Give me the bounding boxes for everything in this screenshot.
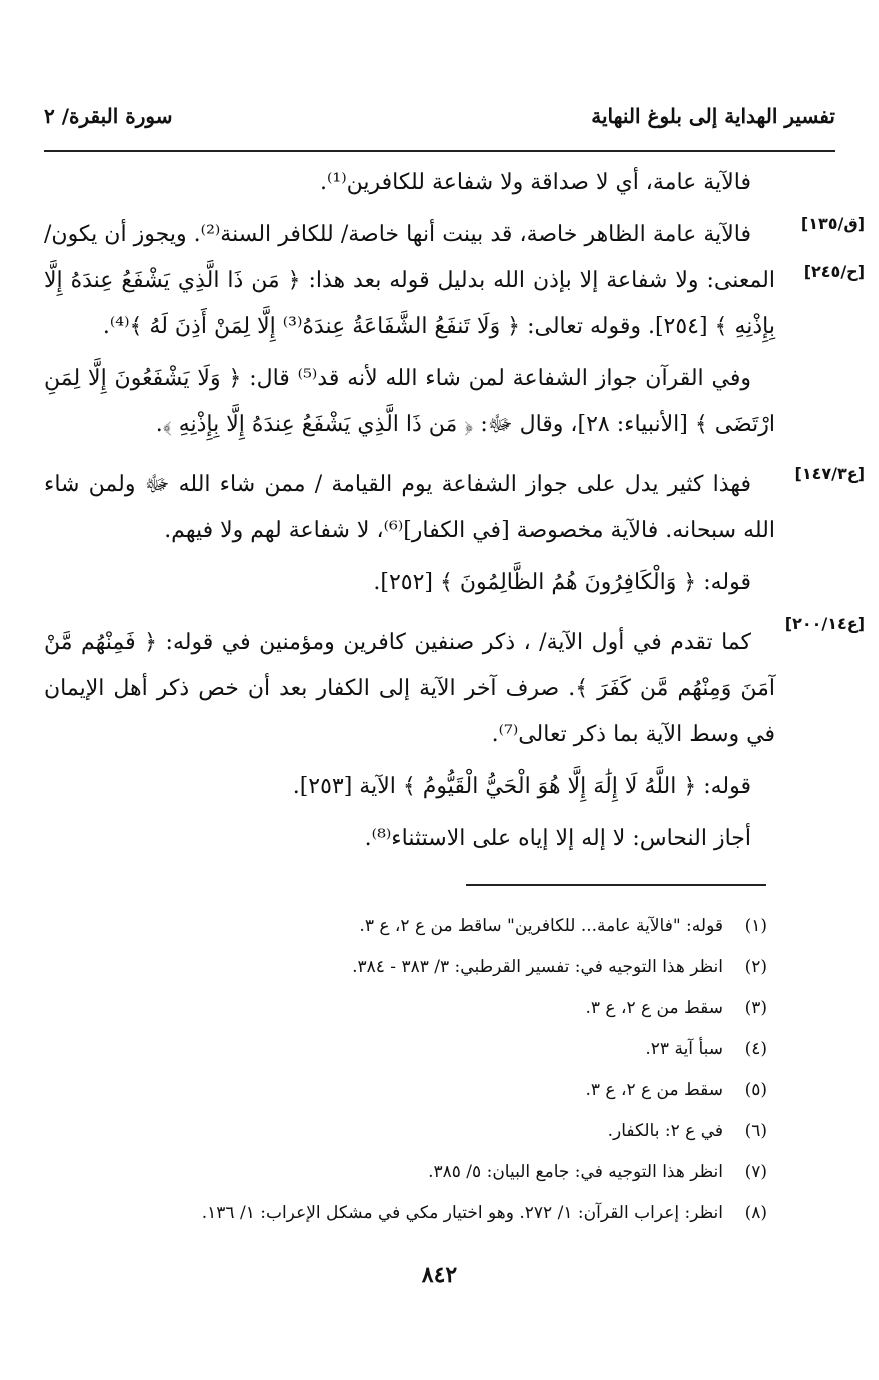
- paragraph: فالآية عامة الظاهر خاصة، قد بينت أنها خاصة/ للكافر السنة⁽²⁾. ويجوز أن يكون/ المعنى: ولا شفاعة إلا بإذن الله بدليل قوله بعد هذا: ﴿ مَن ذَا الَّذِي يَشْفَعُ عِندَهُ إِلَّا بِإِذْنِهِ ﴾ [٢٥٤]. وقوله تعالى: ﴿ وَلَا تَنفَعُ الشَّفَاعَةُ عِندَهُ⁽³⁾ إِلَّا لِمَنْ أَذِنَ لَهُ ﴾⁽⁴⁾.: [44, 222, 775, 339]
- footnote-text: قوله: "فالآية عامة... للكافرين" ساقط من ع ٢، ع ٣.: [359, 916, 723, 936]
- footnote: [60, 1070, 767, 1111]
- footnote-number: (٨): [744, 1203, 767, 1223]
- footnote-number: (٣): [744, 998, 767, 1018]
- footnote-text: انظر هذا التوجيه في: جامع البيان: ٥/ ٣٨٥.: [428, 1162, 723, 1182]
- main-text: [44, 160, 775, 868]
- footnotes: [60, 906, 767, 1234]
- paragraph: فالآية عامة، أي لا صداقة ولا شفاعة للكافرين⁽¹⁾.: [319, 170, 751, 195]
- footnote-text: انظر هذا التوجيه في: تفسير القرطبي: ٣/ ٣٨٣ - ٣٨٤.: [352, 957, 723, 977]
- footnote-number: (١): [744, 916, 767, 936]
- footnote-number: (٦): [744, 1121, 767, 1141]
- footnote-text: في ع ٢: بالكفار.: [607, 1121, 723, 1141]
- footnote: [60, 906, 767, 947]
- page-number: ٨٤٢: [421, 1262, 458, 1288]
- footnote-text: سقط من ع ٢، ع ٣.: [585, 998, 723, 1018]
- paragraph: وفي القرآن جواز الشفاعة لمن شاء الله لأنه قد⁽⁵⁾ قال: ﴿ وَلَا يَشْفَعُونَ إِلَّا لِمَنِ ارْتَضَى ﴾ [الأنبياء: ٢٨]، وقال ﷻ: ﴿ مَن ذَا الَّذِي يَشْفَعُ عِندَهُ إِلَّا بِإِذْنِهِ ﴾.: [44, 366, 775, 437]
- footnote: [60, 1193, 767, 1234]
- footnote-number: (٥): [744, 1080, 767, 1100]
- footnote-number: (٤): [744, 1039, 767, 1059]
- paragraph: فهذا كثير يدل على جواز الشفاعة يوم القيامة / ممن شاء الله ﷻ ولمن شاء الله سبحانه. فالآية مخصوصة [في الكفار]⁽⁶⁾، لا شفاعة لهم ولا فيهم.: [44, 472, 775, 543]
- margin-reference: [ق/١٣٥]: [800, 214, 865, 233]
- footnote: [60, 1029, 767, 1070]
- footnote-number: (٧): [744, 1162, 767, 1182]
- footnote-number: (٢): [744, 957, 767, 977]
- footnote-divider: [466, 884, 766, 886]
- footnote-text: انظر: إعراب القرآن: ١/ ٢٧٢. وهو اختيار مكي في مشكل الإعراب: ١/ ١٣٦.: [201, 1203, 723, 1223]
- margin-reference: [ع١٤٧/٣]: [794, 464, 865, 483]
- running-header: [44, 96, 835, 152]
- paragraph: قوله: ﴿ وَالْكَافِرُونَ هُمُ الظَّالِمُونَ ﴾ [٢٥٢].: [373, 570, 751, 595]
- paragraph: قوله: ﴿ اللَّهُ لَا إِلَٰهَ إِلَّا هُوَ الْحَيُّ الْقَيُّومُ ﴾ الآية [٢٥٣].: [292, 774, 751, 799]
- margin-reference: [ح/٢٤٥]: [803, 262, 865, 281]
- footnote: [60, 1111, 767, 1152]
- paragraph: أجاز النحاس: لا إله إلا إياه على الاستثناء⁽⁸⁾.: [364, 826, 751, 851]
- margin-reference: [ع٢٠٠/١٤]: [784, 614, 865, 633]
- footnote: [60, 1152, 767, 1193]
- footnote: [60, 947, 767, 988]
- surah-label: سورة البقرة/ ٢: [44, 104, 173, 128]
- book-title: تفسير الهداية إلى بلوغ النهاية: [591, 104, 835, 128]
- footnote-text: سقط من ع ٢، ع ٣.: [585, 1080, 723, 1100]
- footnote: [60, 988, 767, 1029]
- paragraph: كما تقدم في أول الآية/ ، ذكر صنفين كافرين ومؤمنين في قوله: ﴿ فَمِنْهُم مَّنْ آمَنَ وَمِنْهُم مَّن كَفَرَ ﴾. صرف آخر الآية إلى الكفار بعد أن خص ذكر أهل الإيمان في وسط الآية بما ذكر تعالى⁽⁷⁾.: [44, 630, 775, 747]
- footnote-text: سبأ آية ٢٣.: [645, 1039, 723, 1059]
